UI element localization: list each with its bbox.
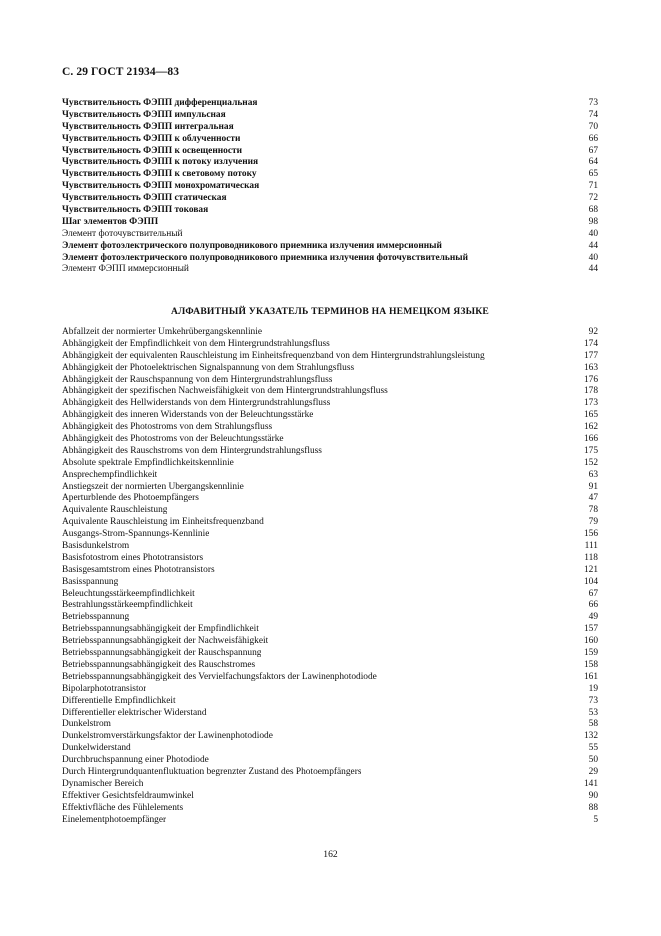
entry-term: Чувствительность ФЭПП к световому потоку [62, 169, 257, 180]
entry-page-number: 160 [583, 636, 598, 647]
entry-page-number: 44 [588, 240, 598, 251]
german-term-entry [62, 648, 598, 660]
german-term-entry [62, 529, 598, 541]
russian-term-entry [62, 253, 598, 265]
entry-page-number: 73 [588, 695, 598, 706]
entry-term: Чувствительность ФЭПП токовая [62, 205, 209, 216]
german-term-entry [62, 696, 598, 708]
entry-term: Элемент фоточувствительный [62, 228, 183, 239]
entry-page-number: 74 [588, 109, 598, 120]
german-term-entry [62, 493, 598, 505]
entry-term: Dunkelstromverstärkungsfaktor der Lawinenphotodiode [62, 731, 273, 742]
entry-page-number: 165 [583, 410, 598, 421]
russian-term-entry [62, 241, 598, 253]
entry-page-number: 92 [588, 327, 598, 337]
german-term-entry [62, 482, 598, 494]
entry-page-number: 156 [583, 529, 598, 540]
german-term-entry [62, 351, 598, 363]
entry-term: Betriebsspannungsabhängigkeit der Empfindlichkeit [62, 624, 259, 635]
section-title: АЛФАВИТНЫЙ УКАЗАТЕЛЬ ТЕРМИНОВ НА НЕМЕЦКОМ ЯЗЫКЕ [171, 306, 489, 317]
entry-term: Anstiegszeit der normierten Übergangskennlinie [62, 481, 244, 492]
entry-page-number: 78 [588, 505, 598, 516]
entry-page-number: 64 [588, 157, 598, 168]
german-term-entry [62, 505, 598, 517]
german-term-list [62, 327, 598, 826]
entry-term: Betriebsspannungsabhängigkeit der Nachweisfähigkeit [62, 636, 269, 647]
entry-term: Bestrahlungsstärkeempfindlichkeit [62, 600, 193, 611]
entry-term: Basisspannung [62, 576, 119, 587]
entry-term: Шаг элементов ФЭПП [62, 216, 159, 227]
entry-page-number: 65 [588, 169, 598, 180]
german-term-entry [62, 589, 598, 601]
entry-page-number: 72 [588, 193, 598, 204]
entry-page-number: 49 [588, 612, 598, 623]
german-term-entry [62, 791, 598, 803]
entry-page-number: 5 [593, 814, 598, 825]
entry-page-number: 55 [588, 743, 598, 754]
entry-page-number: 88 [588, 802, 598, 813]
german-term-entry [62, 672, 598, 684]
entry-page-number: 73 [588, 98, 598, 108]
entry-page-number: 29 [588, 766, 598, 777]
entry-term: Äquivalente Rauschleistung im Einheitsfrequenzband [62, 517, 264, 528]
german-term-entry [62, 517, 598, 529]
entry-term: Abhängigkeit der spezifischen Nachweisfähigkeit von dem Hintergrundstrahlungsfluss [62, 386, 388, 397]
entry-page-number: 47 [588, 493, 598, 504]
entry-page-number: 159 [583, 648, 598, 659]
entry-term: Dunkelstrom [62, 719, 111, 730]
russian-term-entry [62, 264, 598, 276]
entry-term: Dynamischer Bereich [62, 778, 144, 789]
russian-term-list [62, 98, 598, 276]
german-term-entry [62, 708, 598, 720]
entry-page-number: 161 [583, 671, 598, 682]
russian-term-entry [62, 98, 598, 110]
entry-term: Betriebsspannungsabhängigkeit des Rauschstromes [62, 659, 256, 670]
entry-term: Чувствительность ФЭПП к облученности [62, 133, 241, 144]
entry-term: Betriebsspannungsabhängigkeit der Rauschspannung [62, 648, 262, 659]
entry-term: Abhängigkeit des Photostroms von der Beleuchtungsstärke [62, 434, 284, 445]
german-term-entry [62, 339, 598, 351]
german-term-entry [62, 327, 598, 339]
entry-page-number: 173 [583, 398, 598, 409]
entry-page-number: 178 [583, 386, 598, 397]
entry-page-number: 19 [588, 683, 598, 694]
entry-term: Чувствительность ФЭПП к потоку излучения [62, 157, 259, 168]
entry-term: Durchbruchspannung einer Photodiode [62, 755, 209, 766]
entry-page-number: 118 [584, 552, 598, 563]
german-term-entry [62, 660, 598, 672]
entry-term: Чувствительность ФЭПП импульсная [62, 109, 226, 120]
german-term-entry [62, 600, 598, 612]
entry-term: Чувствительность ФЭПП к освещенности [62, 145, 243, 156]
german-term-entry [62, 684, 598, 696]
german-term-entry [62, 434, 598, 446]
entry-page-number: 121 [583, 564, 598, 575]
german-term-entry [62, 470, 598, 482]
russian-term-entry [62, 205, 598, 217]
entry-term: Чувствительность ФЭПП дифференциальная [62, 98, 258, 108]
entry-page-number: 53 [588, 707, 598, 718]
entry-page-number: 162 [583, 422, 598, 433]
entry-term: Abfallzeit der normierter Umkehrübergangskennlinie [62, 327, 263, 337]
german-term-entry [62, 410, 598, 422]
page-header: С. 29 ГОСТ 21934—83 [62, 66, 180, 78]
entry-term: Abhängigkeit der Photoelektrischen Signalspannung von dem Strahlungsfluss [62, 362, 355, 373]
entry-page-number: 66 [588, 600, 598, 611]
entry-page-number: 67 [588, 145, 598, 156]
entry-page-number: 67 [588, 588, 598, 599]
entry-page-number: 111 [584, 541, 598, 552]
entry-page-number: 157 [583, 624, 598, 635]
entry-term: Abhängigkeit des inneren Widerstands von der Beleuchtungsstärke [62, 410, 314, 421]
german-term-entry [62, 803, 598, 815]
entry-term: Bipolarphototransistor [62, 683, 147, 694]
entry-page-number: 176 [583, 374, 598, 385]
german-term-entry [62, 624, 598, 636]
german-term-entry [62, 363, 598, 375]
german-term-entry [62, 767, 598, 779]
entry-term: Effektivfläche des Fühlelements [62, 802, 184, 813]
entry-term: Abhängigkeit der Rauschspannung von dem Hintergrundstrahlungsfluss [62, 374, 333, 385]
entry-term: Aperturblende des Photoempfängers [62, 493, 199, 504]
german-term-entry [62, 375, 598, 387]
entry-page-number: 50 [588, 755, 598, 766]
german-term-entry [62, 719, 598, 731]
entry-page-number: 71 [588, 181, 598, 192]
entry-term: Abhängigkeit des Rauschstroms von dem Hintergrundstrahlungsfluss [62, 445, 322, 456]
entry-term: Basisdunkelstrom [62, 541, 130, 552]
entry-term: Элемент фотоэлектрического полупроводникового приемника излучения иммерсионный [62, 240, 442, 251]
entry-term: Betriebsspannungsabhängigkeit des Vervielfachungsfaktors der Lawinenphotodiode [62, 671, 377, 682]
entry-page-number: 63 [588, 469, 598, 480]
german-term-entry [62, 386, 598, 398]
entry-page-number: 175 [583, 445, 598, 456]
german-term-entry [62, 731, 598, 743]
entry-page-number: 66 [588, 133, 598, 144]
entry-term: Basisgesamtstrom eines Phototransistors [62, 564, 215, 575]
entry-term: Abhängigkeit des Hellwiderstands von dem Hintergrundstrahlungsfluss [62, 398, 331, 409]
entry-term: Beleuchtungsstärkeempfindlichkeit [62, 588, 195, 599]
russian-term-entry [62, 217, 598, 229]
entry-term: Abhängigkeit des Photostroms von dem Strahlungsfluss [62, 422, 273, 433]
russian-term-entry [62, 134, 598, 146]
entry-page-number: 132 [583, 731, 598, 742]
entry-term: Dunkelwiderstand [62, 743, 131, 754]
entry-page-number: 177 [583, 350, 598, 361]
entry-page-number: 163 [583, 362, 598, 373]
entry-page-number: 70 [588, 121, 598, 132]
entry-term: Элемент ФЭПП иммерсионный [62, 264, 189, 275]
entry-term: Чувствительность ФЭПП монохроматическая [62, 181, 260, 192]
entry-term: Äquivalente Rauschleistung [62, 505, 168, 516]
german-term-entry [62, 398, 598, 410]
entry-term: Чувствительность ФЭПП статическая [62, 193, 227, 204]
entry-term: Durch Hintergrundquantenfluktuation begrenzter Zustand des Photoempfängers [62, 766, 362, 777]
entry-page-number: 174 [583, 338, 598, 349]
entry-page-number: 58 [588, 719, 598, 730]
page-number: 162 [323, 849, 338, 860]
german-term-entry [62, 422, 598, 434]
entry-term: Abhängigkeit der Empfindlichkeit von dem Hintergrundstrahlungsfluss [62, 338, 330, 349]
german-term-entry [62, 458, 598, 470]
entry-term: Effektiver Gesichtsfeldraumwinkel [62, 790, 194, 801]
russian-term-entry [62, 146, 598, 158]
entry-term: Abhängigkeit der equivalenten Rauschleistung im Einheitsfrequenzband von dem Hintergrundstrahlungsleistung [62, 350, 485, 361]
entry-page-number: 141 [583, 778, 598, 789]
entry-page-number: 68 [588, 205, 598, 216]
entry-term: Differentieller elektrischer Widerstand [62, 707, 207, 718]
entry-term: Einelementphotoempfänger [62, 814, 167, 825]
entry-term: Ansprechempfindlichkeit [62, 469, 158, 480]
entry-page-number: 40 [588, 252, 598, 263]
russian-term-entry [62, 193, 598, 205]
entry-page-number: 44 [588, 264, 598, 275]
german-term-entry [62, 553, 598, 565]
entry-page-number: 40 [588, 228, 598, 239]
german-term-entry [62, 565, 598, 577]
entry-page-number: 104 [583, 576, 598, 587]
entry-term: Betriebsspannung [62, 612, 130, 623]
german-term-entry [62, 446, 598, 458]
entry-term: Basisfotostrom eines Phototransistors [62, 552, 204, 563]
entry-page-number: 152 [583, 457, 598, 468]
german-term-entry [62, 779, 598, 791]
entry-page-number: 158 [583, 659, 598, 670]
entry-page-number: 166 [583, 434, 598, 445]
russian-term-entry [62, 110, 598, 122]
entry-page-number: 79 [588, 517, 598, 528]
entry-term: Differentielle Empfindlichkeit [62, 695, 176, 706]
entry-term: Чувствительность ФЭПП интегральная [62, 121, 234, 132]
german-term-entry [62, 541, 598, 553]
entry-page-number: 98 [588, 216, 598, 227]
entry-page-number: 91 [588, 481, 598, 492]
entry-term: Absolute spektrale Empfindlichkeitskennlinie [62, 457, 234, 468]
russian-term-entry [62, 122, 598, 134]
german-term-entry [62, 612, 598, 624]
russian-term-entry [62, 169, 598, 181]
russian-term-entry [62, 157, 598, 169]
russian-term-entry [62, 229, 598, 241]
german-term-entry [62, 755, 598, 767]
german-term-entry [62, 743, 598, 755]
german-term-entry [62, 815, 598, 827]
german-term-entry [62, 577, 598, 589]
russian-term-entry [62, 181, 598, 193]
entry-term: Элемент фотоэлектрического полупроводникового приемника излучения фоточувствительный [62, 252, 468, 263]
german-term-entry [62, 636, 598, 648]
entry-term: Ausgangs-Strom-Spannungs-Kennlinie [62, 529, 210, 540]
entry-page-number: 90 [588, 790, 598, 801]
